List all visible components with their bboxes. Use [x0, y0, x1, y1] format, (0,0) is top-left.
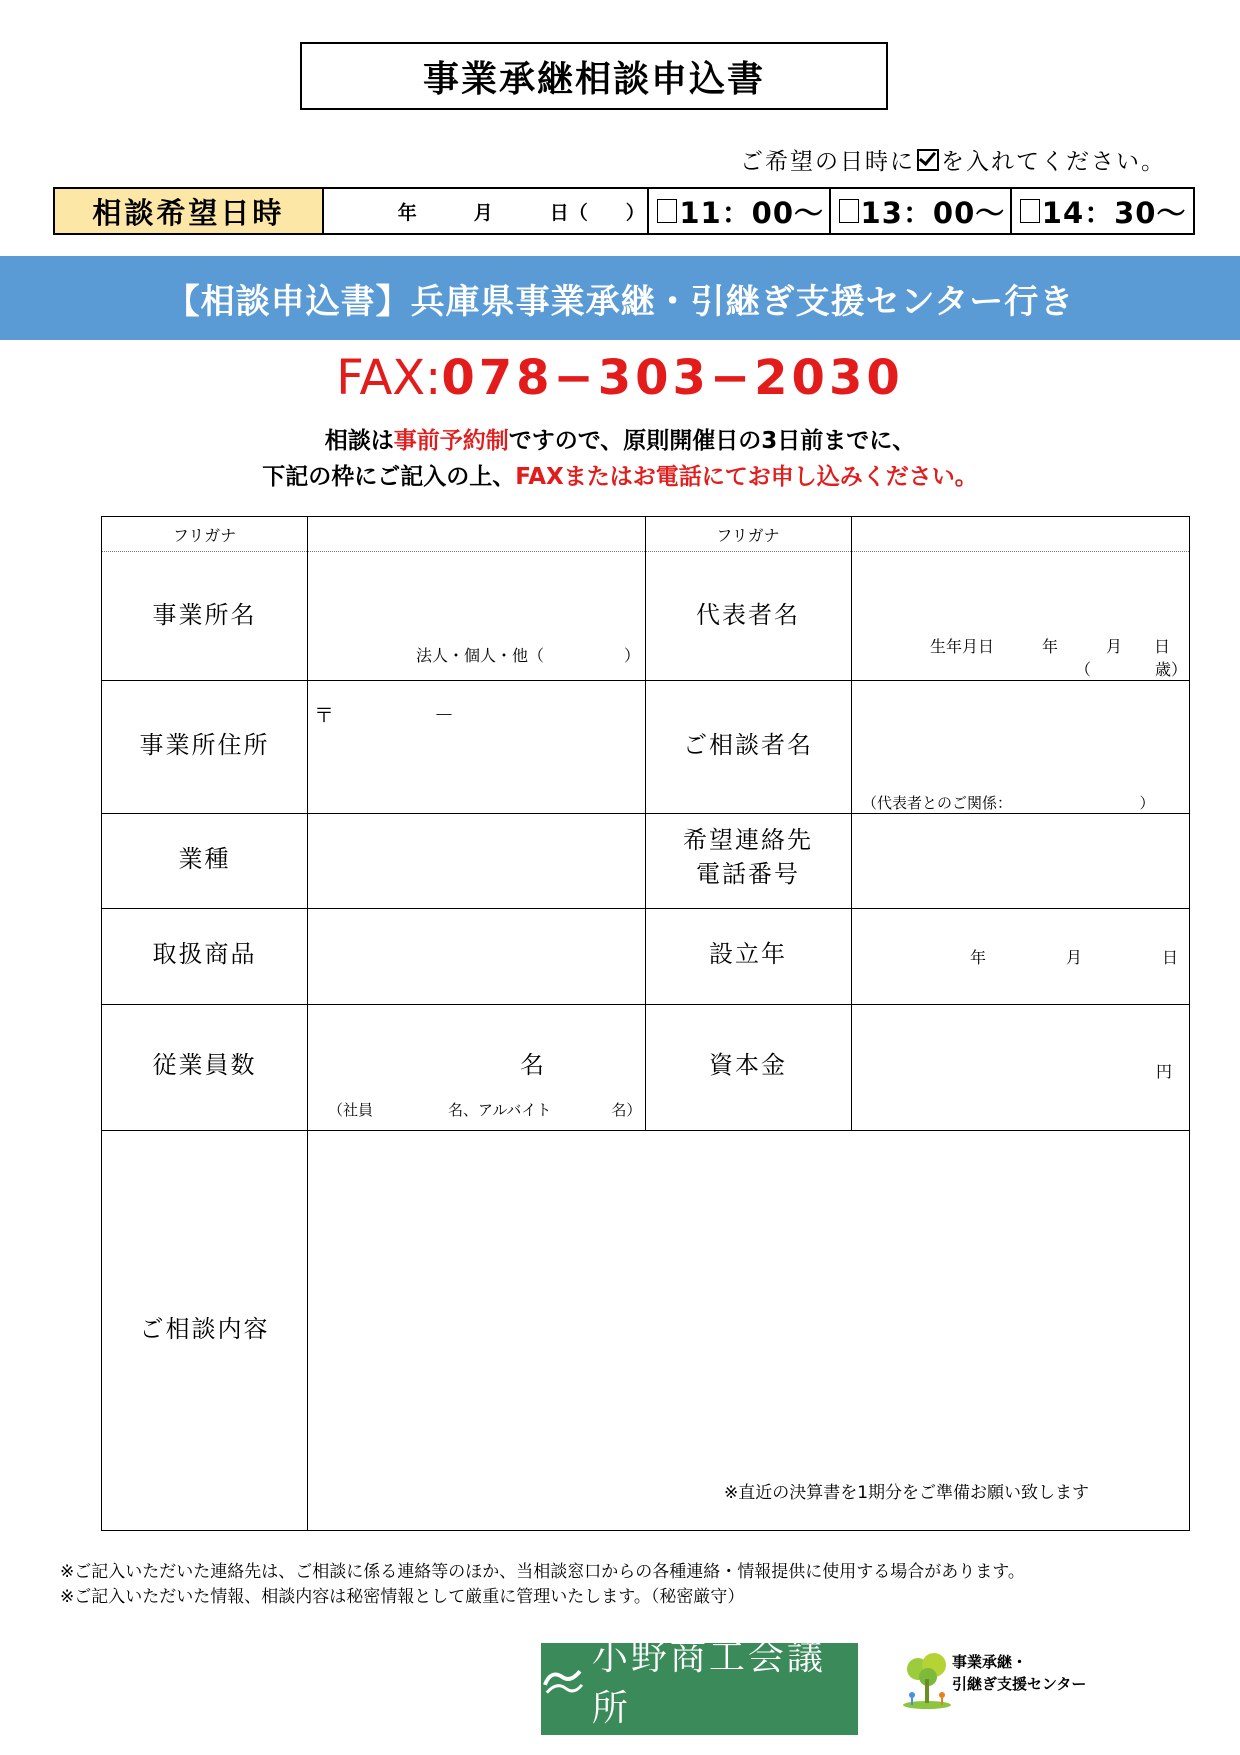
consultation-label: ご相談内容 — [139, 1315, 270, 1343]
instruction-after: を入れてください。 — [941, 149, 1166, 175]
notice-line-1: 相談は事前予約制ですので、原則開催日の3日前までに、 — [324, 428, 916, 454]
checkbox-icon — [1020, 199, 1040, 223]
founded-label: 設立年 — [709, 940, 787, 968]
representative-furigana-field[interactable] — [852, 517, 1189, 551]
center-logo-text: 事業承継・ 引継ぎ支援センター — [952, 1653, 1087, 1693]
notice-line-2: 下記の枠にご記入の上、FAXまたはお電話にてお申し込みください。 — [262, 464, 978, 490]
products-label: 取扱商品 — [152, 940, 257, 968]
footnotes — [60, 1560, 1025, 1610]
capital-label: 資本金 — [709, 1051, 787, 1079]
employees-breakdown: （社員 名、アルバイト 名） — [328, 1101, 642, 1119]
reservation-required: 事前予約制 — [393, 428, 509, 454]
destination-banner: 【相談申込書】兵庫県事業承継・引継ぎ支援センター行き — [0, 256, 1240, 340]
time-slot-1100[interactable]: 11：00～ — [649, 189, 830, 233]
founded-date: 年 月 日 — [970, 948, 1179, 967]
age-field: （ 歳） — [1074, 660, 1187, 679]
representative-label: 代表者名 — [696, 601, 800, 629]
ono-logo-name: 小野商工会議所 — [591, 1637, 826, 1729]
capital-field[interactable] — [852, 1005, 1189, 1129]
checked-box-icon — [917, 149, 939, 171]
ono-emblem-icon — [541, 1663, 584, 1697]
checkbox-icon — [657, 199, 677, 223]
tree-icon — [902, 1649, 952, 1709]
business-name-label: 事業所名 — [152, 601, 257, 629]
corp-type-options: 法人・個人・他（ ） — [416, 646, 641, 665]
furigana-label-representative: フリガナ — [716, 526, 780, 545]
checkbox-instruction — [740, 143, 1166, 176]
postal-code: 〒 － — [314, 703, 454, 727]
preferred-datetime-row — [53, 187, 1195, 235]
preferred-date-field[interactable]: 年 月 日（ ） — [324, 189, 650, 233]
instruction-before: ご希望の日時に — [740, 149, 915, 175]
furigana-label-business: フリガナ — [172, 526, 237, 545]
address-label: 事業所住所 — [139, 731, 270, 759]
employees-label: 従業員数 — [152, 1051, 257, 1079]
ono-logo-subtitle: - ono chamber of commerce & industry - — [558, 1735, 841, 1749]
contact-label: 希望連絡先 電話番号 — [683, 826, 813, 888]
application-form — [101, 516, 1190, 1531]
fax-number — [0, 350, 1240, 406]
ono-chamber-logo — [541, 1637, 858, 1749]
birth-date: 生年月日 年 月 日 — [930, 637, 1171, 656]
capital-unit: 円 — [1156, 1062, 1173, 1081]
time-slot-1300[interactable]: 13：00～ — [831, 189, 1012, 233]
succession-center-logo — [900, 1643, 1100, 1713]
checkbox-icon — [839, 199, 859, 223]
footnote-1: ※ご記入いただいた連絡先は、ご相談に係る連絡等のほか、当相談窓口からの各種連絡・情報提供に使用する場合があります。 — [60, 1562, 1025, 1582]
relation-field: （代表者とのご関係： ） — [862, 794, 1155, 812]
consultation-note: ※直近の決算書を1期分をご準備お願い致します — [724, 1483, 1090, 1503]
footnote-2: ※ご記入いただいた情報、相談内容は秘密情報として厳重に管理いたします。（秘密厳守） — [60, 1587, 745, 1607]
fax-or-phone: FAXまたはお電話にてお申し込みください。 — [515, 464, 978, 490]
business-furigana-field[interactable] — [308, 517, 644, 551]
consultation-content-field[interactable] — [308, 1131, 1189, 1529]
products-field[interactable] — [308, 909, 644, 1003]
contact-phone-field[interactable] — [852, 814, 1189, 907]
fax-digits: 078−303−2030 — [441, 350, 904, 406]
consultant-label: ご相談者名 — [683, 731, 813, 759]
fax-label: FAX: — [336, 350, 442, 406]
employees-unit: 名 — [520, 1051, 544, 1079]
industry-field[interactable] — [308, 814, 644, 907]
time-slot-1430[interactable]: 14：30～ — [1012, 189, 1193, 233]
preferred-datetime-label: 相談希望日時 — [55, 189, 324, 233]
page-title: 事業承継相談申込書 — [300, 42, 888, 110]
industry-label: 業種 — [178, 845, 231, 873]
